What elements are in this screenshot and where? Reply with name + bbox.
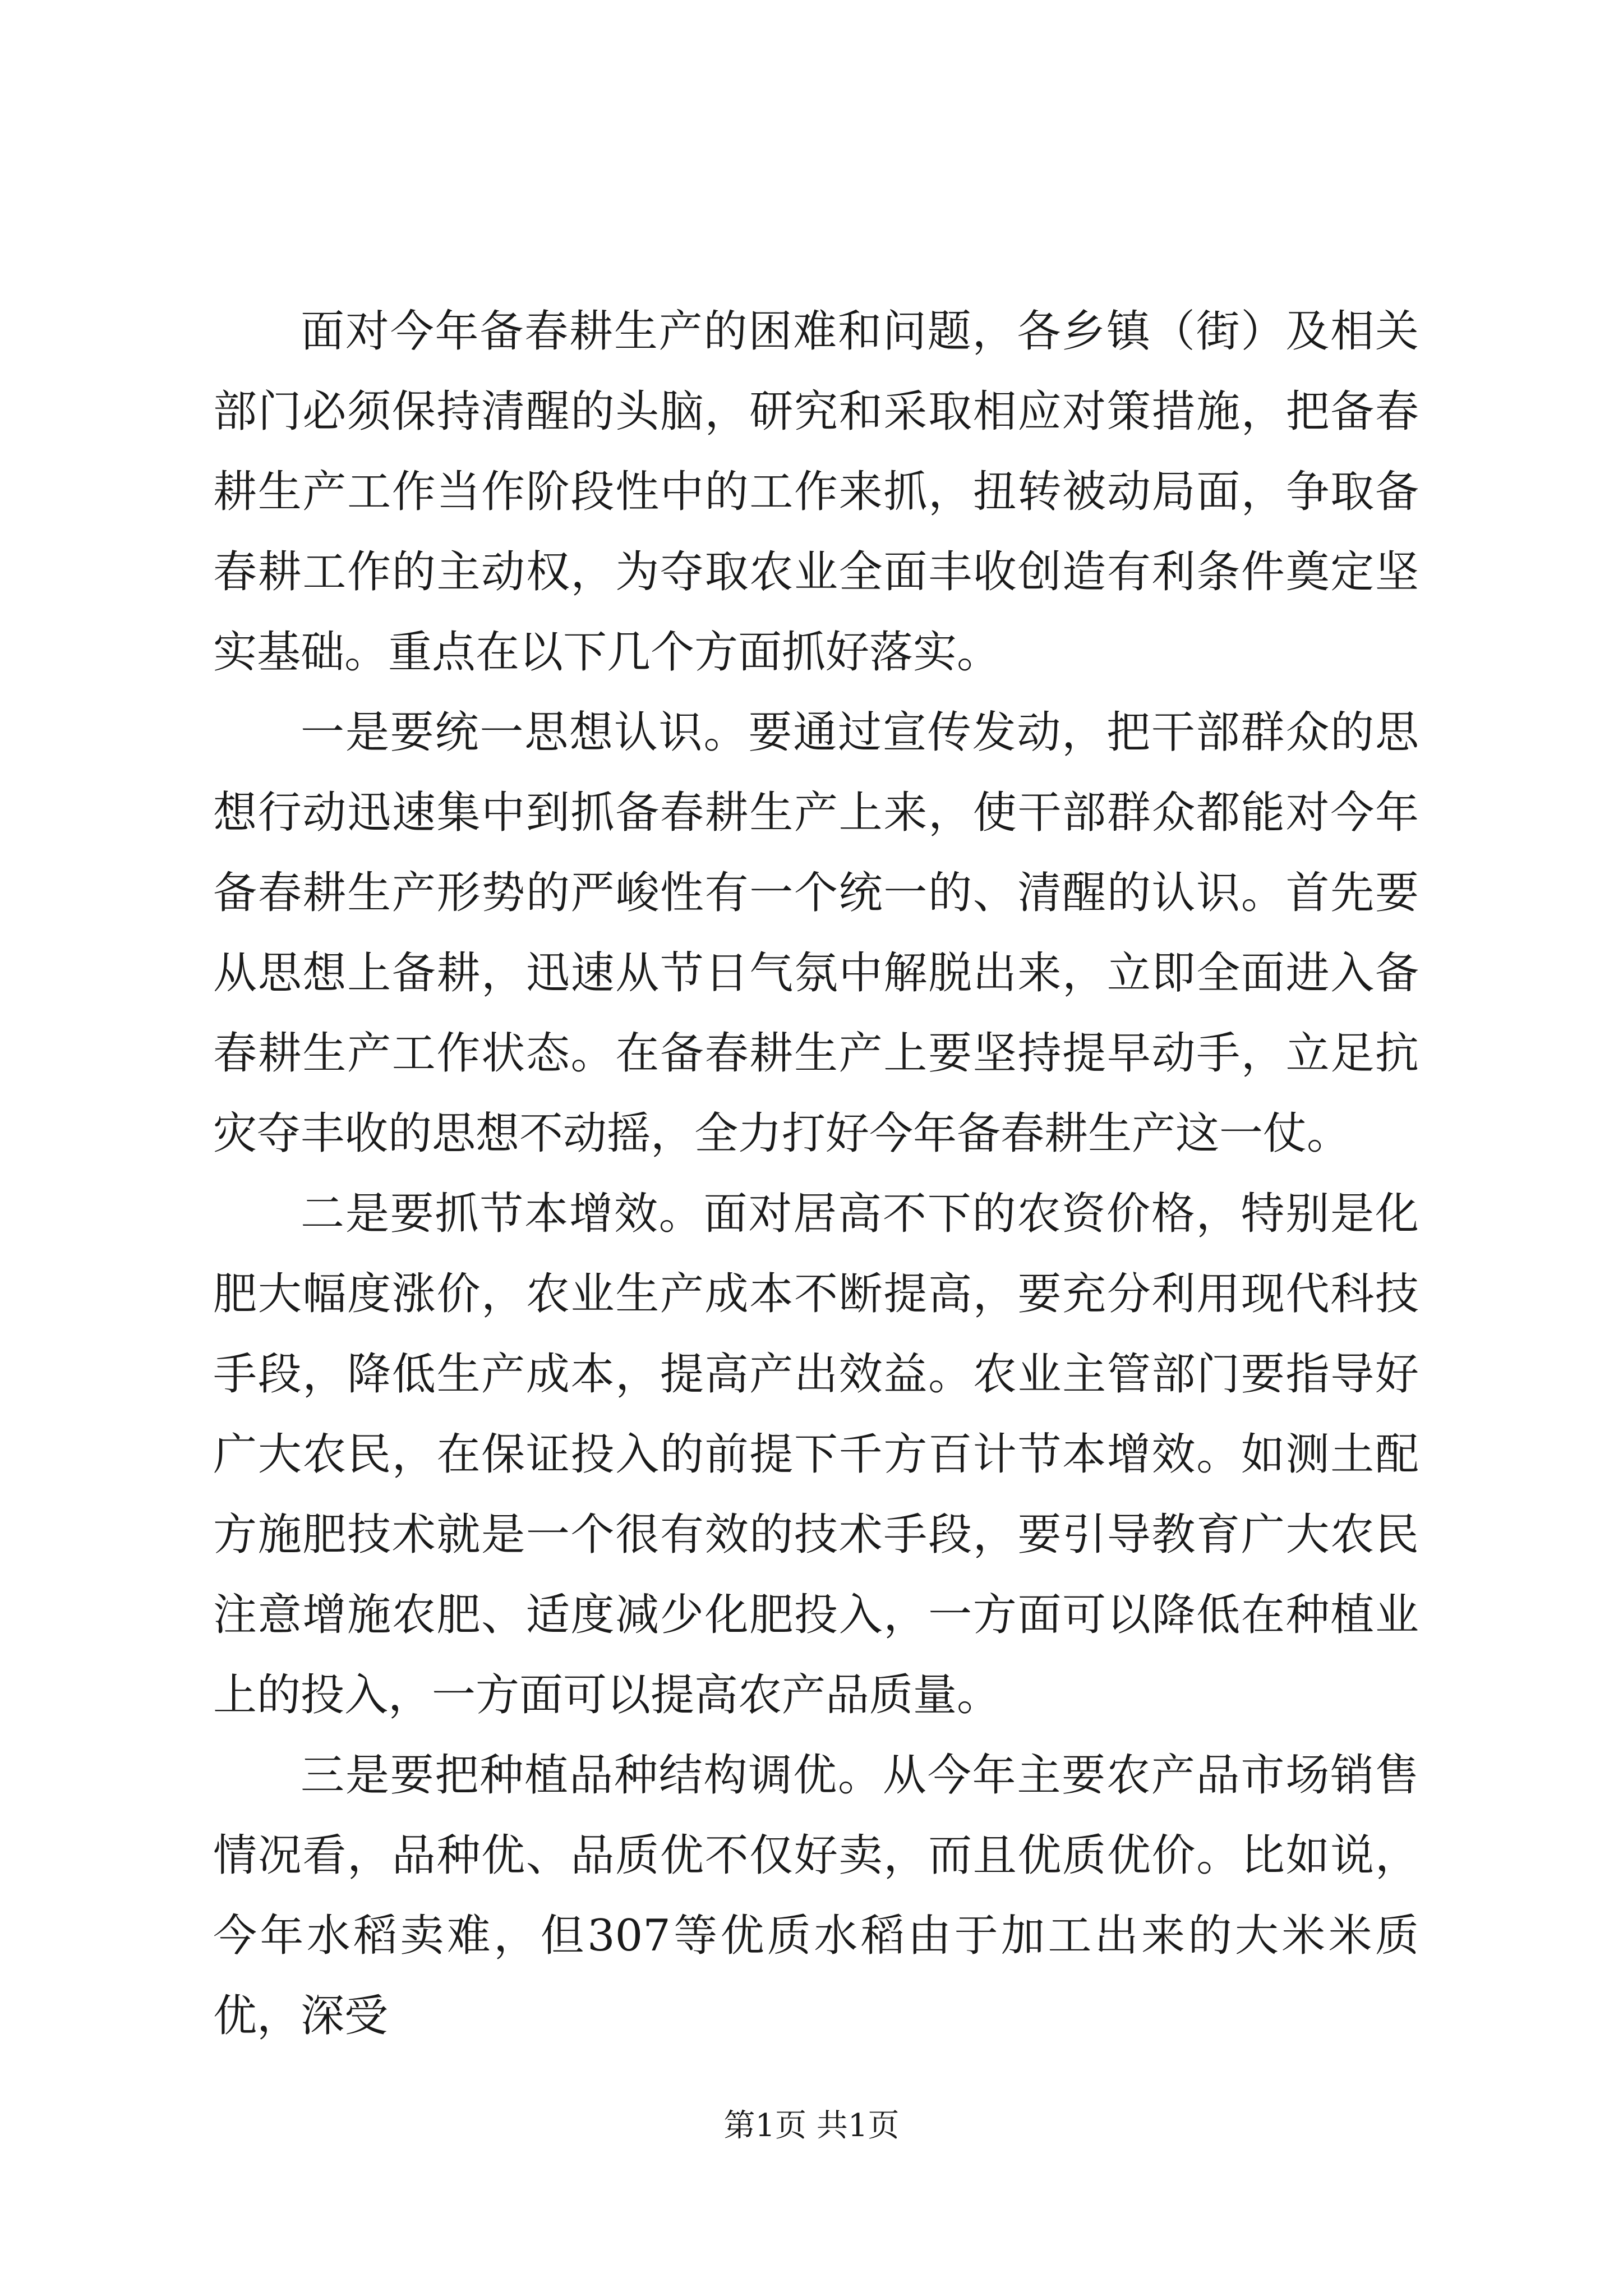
paragraph-cost-efficiency: 二是要抓节本增效。面对居高不下的农资价格，特别是化肥大幅度涨价，农业生产成本不断提高，要充分利用现代科技手段，降低生产成本，提高产出效益。农业主管部门要指导好广大农民，在保证投入的前提下千方百计节本增效。如测土配方施肥技术就是一个很有效的技术手段，要引导教育广大农民注意增施农肥、适度减少化肥投入，一方面可以降低在种植业上的投入，一方面可以提高农产品质量。 [213,1189,1419,1720]
document-body [213,292,1419,2056]
paragraph-variety-structure: 三是要把种植品种结构调优。从今年主要农产品市场销售情况看，品种优、品质优不仅好卖，而且优质优价。比如说，今年水稻卖难，但307等优质水稻由于加工出来的大米米质优，深受 [213,1750,1419,2041]
paragraph-intro: 面对今年备春耕生产的困难和问题，各乡镇（街）及相关部门必须保持清醒的头脑，研究和采取相应对策措施，把备春耕生产工作当作阶段性中的工作来抓，扭转被动局面，争取备春耕工作的主动权，为夺取农业全面丰收创造有利条件奠定坚实基础。重点在以下几个方面抓好落实。 [213,306,1419,678]
page-footer: 第1页 共1页 [723,2108,900,2144]
paragraph-unify-thinking: 一是要统一思想认识。要通过宣传发动，把干部群众的思想行动迅速集中到抓备春耕生产上来，使干部群众都能对今年备春耕生产形势的严峻性有一个统一的、清醒的认识。首先要从思想上备耕，迅速从节日气氛中解脱出来，立即全面进入备春耕生产工作状态。在备春耕生产上要坚持提早动手，立足抗灾夺丰收的思想不动摇，全力打好今年备春耕生产这一仗。 [213,707,1419,1159]
